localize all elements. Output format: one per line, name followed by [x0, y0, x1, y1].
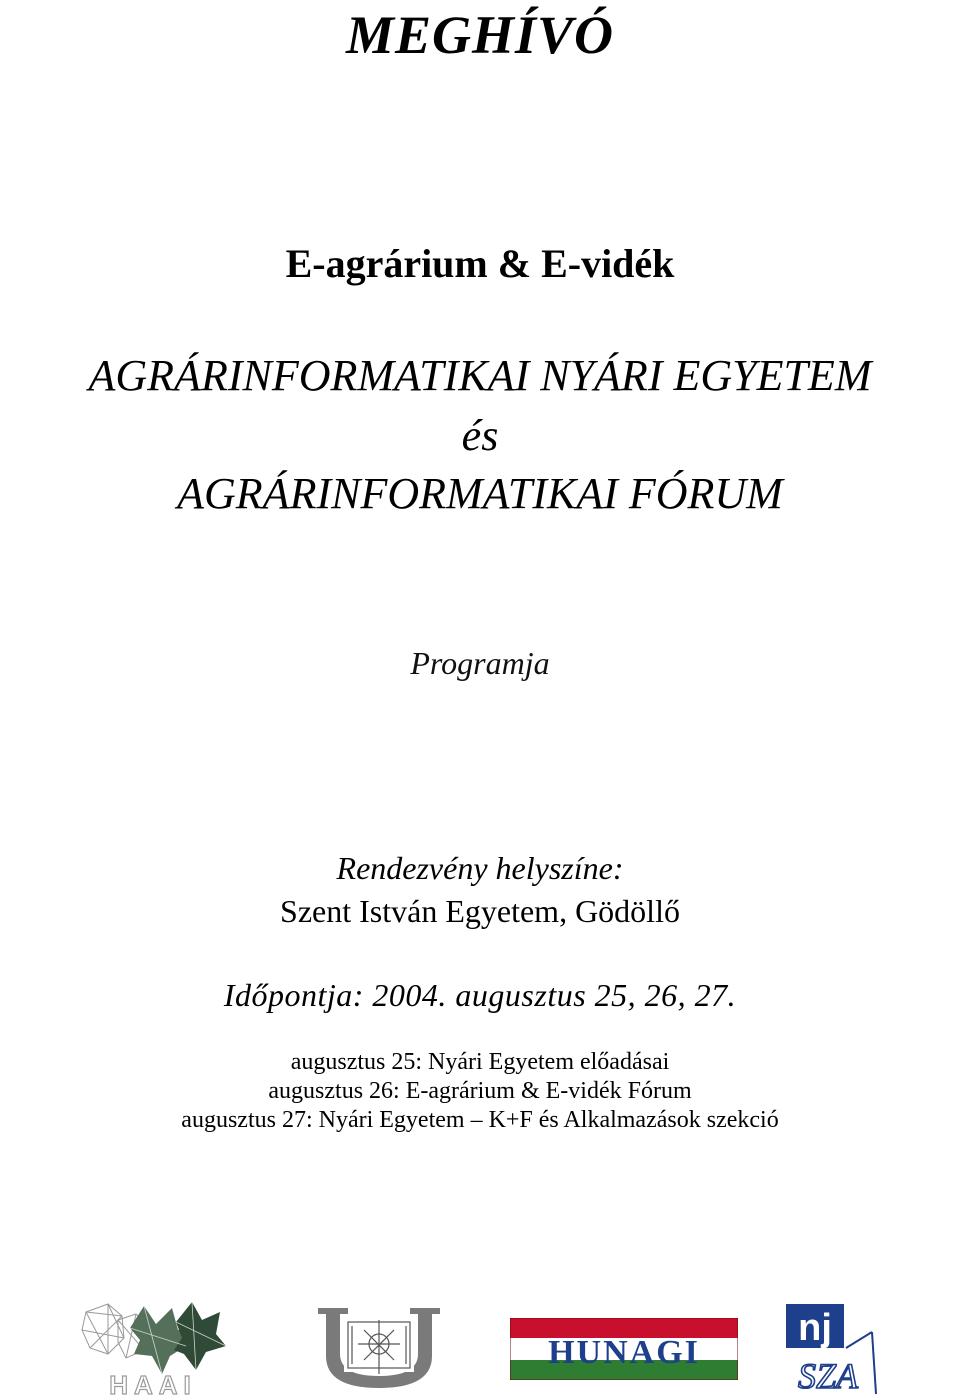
- haai-logo: [78, 1298, 228, 1398]
- schedule-item: augusztus 27: Nyári Egyetem – K+F és Alkalmazások szekció: [181, 1107, 779, 1133]
- hunagi-logo-text: HUNAGI: [548, 1334, 700, 1371]
- venue-label: Rendezvény helyszíne:: [336, 850, 624, 886]
- schedule-item: augusztus 26: E-agrárium & E-vidék Fórum: [268, 1078, 692, 1104]
- haai-logo-text: HAAI: [109, 1370, 197, 1398]
- njsza-logo: [776, 1302, 886, 1398]
- schedule-item: augusztus 25: Nyári Egyetem előadásai: [290, 1049, 670, 1075]
- invitation-title: MEGHÍVÓ: [345, 5, 615, 65]
- njsza-logo-top-text: nj: [798, 1307, 832, 1349]
- venue-name: Szent István Egyetem, Gödöllő: [280, 893, 680, 929]
- event-name-line1: AGRÁRINFORMATIKAI NYÁRI EGYETEM: [88, 351, 872, 400]
- njsza-logo-bottom-text: SZA: [797, 1356, 859, 1396]
- university-crest-logo: [312, 1304, 446, 1390]
- event-name-line2: AGRÁRINFORMATIKAI FÓRUM: [177, 469, 783, 518]
- programme-label: Programja: [410, 645, 550, 681]
- sponsor-logos: [0, 1290, 960, 1400]
- event-name-conjunction: és: [461, 411, 499, 460]
- hunagi-logo: [510, 1318, 738, 1380]
- event-subtitle: E-agrárium & E-vidék: [285, 241, 675, 286]
- event-date: Időpontja: 2004. augusztus 25, 26, 27.: [223, 977, 737, 1013]
